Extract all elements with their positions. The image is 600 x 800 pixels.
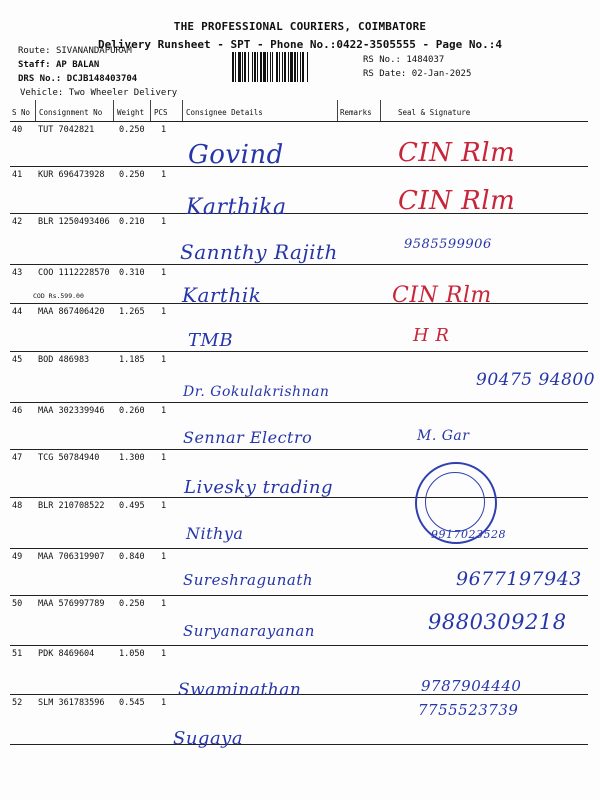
row-weight: 0.840 bbox=[119, 552, 145, 562]
col-divider bbox=[35, 100, 36, 122]
barcode bbox=[232, 52, 354, 82]
route-value: SIVANANDAPURAM bbox=[55, 46, 132, 56]
col-divider bbox=[113, 100, 114, 122]
handwritten-consignee-name: Govind bbox=[188, 140, 284, 170]
rs-no-line: RS No.: 1484037 bbox=[363, 55, 445, 65]
col-pcs-header: PCS bbox=[154, 108, 168, 117]
handwritten-signature-note: 9585599906 bbox=[404, 237, 492, 252]
row-sno: 45 bbox=[12, 355, 23, 365]
vehicle-line: Vehicle: Two Wheeler Delivery bbox=[20, 88, 178, 98]
row-divider bbox=[10, 121, 588, 122]
row-pcs: 1 bbox=[161, 268, 167, 278]
row-divider bbox=[10, 402, 588, 403]
row-sno: 46 bbox=[12, 406, 23, 416]
vehicle-value: Two Wheeler Delivery bbox=[68, 88, 178, 98]
row-sno: 40 bbox=[12, 125, 23, 135]
row-consignment-no: MAA 867406420 bbox=[38, 307, 105, 317]
handwritten-signature-note: CIN Rlm bbox=[398, 186, 516, 216]
row-consignment-no: PDK 8469604 bbox=[38, 649, 95, 659]
handwritten-consignee-name: Sugaya bbox=[173, 728, 244, 749]
row-divider bbox=[10, 548, 588, 549]
handwritten-signature-note: H R bbox=[413, 325, 450, 346]
row-consignment-no: TUT 7042821 bbox=[38, 125, 95, 135]
col-remarks-header: Remarks bbox=[340, 108, 372, 117]
handwritten-signature-note: 90475 94800 bbox=[476, 370, 596, 390]
col-sno-header: S No bbox=[12, 108, 31, 117]
page-subtitle: Delivery Runsheet - SPT - Phone No.:0422-3505555 - Page No.:4 bbox=[98, 38, 502, 51]
handwritten-consignee-name: Karthika bbox=[186, 195, 287, 220]
row-pcs: 1 bbox=[161, 599, 167, 609]
handwritten-signature-note: 7755523739 bbox=[418, 701, 519, 719]
row-sno: 43 bbox=[12, 268, 23, 278]
col-weight-header: Weight bbox=[117, 108, 145, 117]
row-pcs: 1 bbox=[161, 453, 167, 463]
row-weight: 1.300 bbox=[119, 453, 145, 463]
row-consignment-no: MAA 576997789 bbox=[38, 599, 105, 609]
page-title: THE PROFESSIONAL COURIERS, COIMBATORE bbox=[173, 20, 427, 33]
row-weight: 1.185 bbox=[119, 355, 145, 365]
row-weight: 0.495 bbox=[119, 501, 145, 511]
handwritten-consignee-name: Nithya bbox=[186, 524, 244, 543]
row-weight: 0.310 bbox=[119, 268, 145, 278]
handwritten-consignee-name: TMB bbox=[188, 330, 234, 351]
col-consignee-header: Consignee Details bbox=[186, 108, 263, 117]
row-weight: 1.265 bbox=[119, 307, 145, 317]
handwritten-signature-note: 9787904440 bbox=[421, 677, 522, 695]
row-divider bbox=[10, 351, 588, 352]
drs-value: DCJB148403704 bbox=[66, 74, 138, 84]
handwritten-consignee-name: Karthik bbox=[182, 283, 262, 307]
handwritten-consignee-name: Sannthy Rajith bbox=[180, 240, 338, 264]
handwritten-signature-note: 9917023528 bbox=[431, 528, 506, 541]
row-sno: 44 bbox=[12, 307, 23, 317]
row-pcs: 1 bbox=[161, 355, 167, 365]
row-divider bbox=[10, 449, 588, 450]
handwritten-signature-note: 9677197943 bbox=[456, 568, 582, 590]
row-consignment-no: SLM 361783596 bbox=[38, 698, 105, 708]
col-divider bbox=[337, 100, 338, 122]
row-weight: 0.250 bbox=[119, 125, 145, 135]
row-divider bbox=[10, 264, 588, 265]
row-weight: 0.250 bbox=[119, 599, 145, 609]
handwritten-consignee-name: Sennar Electro bbox=[183, 428, 313, 447]
row-weight: 0.250 bbox=[119, 170, 145, 180]
handwritten-consignee-name: Swaminathan bbox=[178, 680, 302, 700]
row-weight: 0.260 bbox=[119, 406, 145, 416]
row-cod-amount: COD Rs.599.00 bbox=[33, 292, 84, 300]
col-seal-header: Seal & Signature bbox=[398, 108, 471, 117]
company-seal-stamp bbox=[415, 462, 497, 544]
row-consignment-no: BLR 1250493406 bbox=[38, 217, 110, 227]
row-pcs: 1 bbox=[161, 125, 167, 135]
col-consignment-header: Consignment No bbox=[39, 108, 103, 117]
row-pcs: 1 bbox=[161, 307, 167, 317]
handwritten-consignee-name: Dr. Gokulakrishnan bbox=[183, 384, 330, 400]
col-divider bbox=[380, 100, 381, 122]
seal-inner-ring bbox=[425, 472, 485, 532]
row-sno: 47 bbox=[12, 453, 23, 463]
rs-no-value: 1484037 bbox=[406, 55, 445, 65]
handwritten-signature-note: M. Gar bbox=[417, 428, 470, 444]
row-consignment-no: BLR 210708522 bbox=[38, 501, 105, 511]
col-divider bbox=[182, 100, 183, 122]
row-sno: 42 bbox=[12, 217, 23, 227]
row-pcs: 1 bbox=[161, 170, 167, 180]
row-sno: 51 bbox=[12, 649, 23, 659]
route-line: Route: SIVANANDAPURAM bbox=[18, 46, 132, 56]
row-pcs: 1 bbox=[161, 501, 167, 511]
handwritten-consignee-name: Livesky trading bbox=[184, 477, 334, 498]
staff-value: AP BALAN bbox=[55, 60, 100, 70]
row-consignment-no: MAA 302339946 bbox=[38, 406, 105, 416]
rs-date-line: RS Date: 02-Jan-2025 bbox=[363, 69, 472, 79]
row-weight: 0.210 bbox=[119, 217, 145, 227]
drs-line: DRS No.: DCJB148403704 bbox=[18, 74, 138, 84]
row-sno: 48 bbox=[12, 501, 23, 511]
handwritten-consignee-name: Suryanarayanan bbox=[183, 622, 315, 640]
handwritten-signature-note: 9880309218 bbox=[428, 610, 567, 634]
row-divider bbox=[10, 645, 588, 646]
barcode-gap bbox=[308, 52, 309, 82]
row-divider bbox=[10, 744, 588, 745]
row-pcs: 1 bbox=[161, 698, 167, 708]
row-divider bbox=[10, 303, 588, 304]
row-consignment-no: BOD 486983 bbox=[38, 355, 90, 365]
row-pcs: 1 bbox=[161, 649, 167, 659]
row-consignment-no: TCG 50784940 bbox=[38, 453, 100, 463]
row-sno: 52 bbox=[12, 698, 23, 708]
row-consignment-no: MAA 706319907 bbox=[38, 552, 105, 562]
handwritten-signature-note: CIN Rlm bbox=[398, 138, 516, 168]
rs-date-value: 02-Jan-2025 bbox=[411, 69, 472, 79]
row-sno: 41 bbox=[12, 170, 23, 180]
handwritten-consignee-name: Sureshragunath bbox=[183, 571, 314, 589]
row-pcs: 1 bbox=[161, 406, 167, 416]
row-pcs: 1 bbox=[161, 552, 167, 562]
staff-line: Staff: AP BALAN bbox=[18, 60, 100, 70]
col-divider bbox=[150, 100, 151, 122]
row-weight: 1.050 bbox=[119, 649, 145, 659]
row-weight: 0.545 bbox=[119, 698, 145, 708]
row-divider bbox=[10, 595, 588, 596]
row-sno: 49 bbox=[12, 552, 23, 562]
row-pcs: 1 bbox=[161, 217, 167, 227]
row-sno: 50 bbox=[12, 599, 23, 609]
handwritten-signature-note: CIN Rlm bbox=[392, 283, 492, 308]
row-consignment-no: KUR 696473928 bbox=[38, 170, 105, 180]
row-consignment-no: COO 1112228570 bbox=[38, 268, 110, 278]
